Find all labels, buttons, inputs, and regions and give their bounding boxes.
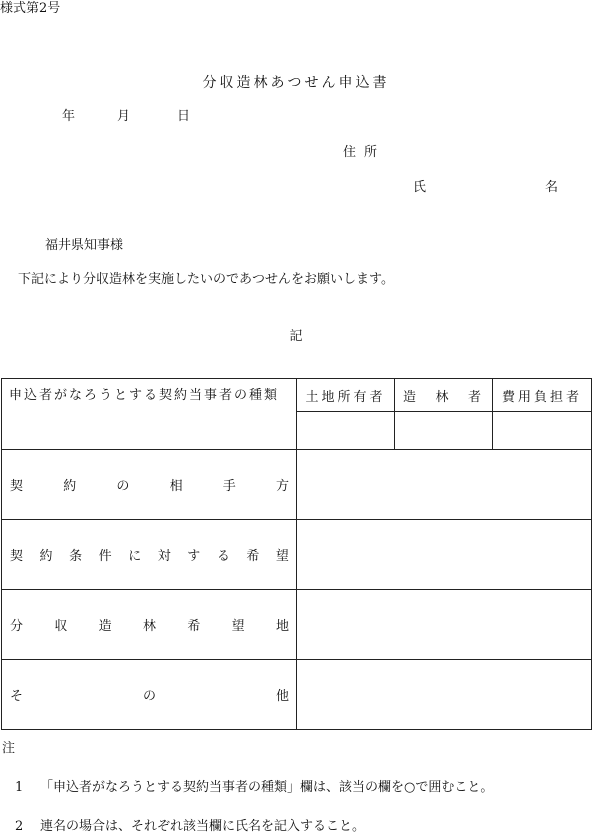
label-char: 望 [275, 549, 289, 564]
label-char: 他 [275, 689, 289, 704]
column-planter-label [395, 386, 492, 405]
note-item-1 [15, 781, 493, 794]
label-char: 望 [231, 619, 245, 634]
body-text: 下記により分収造林を実施したいのであつせんをお願いします。 [18, 272, 394, 287]
row-label-contract-partner [2, 450, 297, 520]
column-cost-bearer[interactable]: 費用負担者 [493, 379, 592, 412]
label-char: 方 [275, 479, 289, 494]
date-day-label: 日 [177, 109, 191, 124]
date-month-label: 月 [117, 109, 131, 124]
label-char: 対 [157, 549, 171, 564]
label-char: 約 [39, 549, 53, 564]
date-year-label: 年 [62, 109, 76, 124]
label-char: 希 [246, 549, 260, 564]
row-label-contract-conditions [2, 520, 297, 590]
contract-party-type-label: 申込者がなろうとする契約当事者の種類 [2, 379, 297, 450]
label-char: に [128, 549, 142, 564]
label-char: そ [10, 689, 24, 704]
row-label-desired-site-text [2, 615, 296, 634]
row-label-contract-conditions-text [2, 545, 296, 564]
planter-char-3: 者 [467, 389, 484, 405]
label-char: 約 [63, 479, 77, 494]
addressee: 福井県知事様 [45, 238, 124, 253]
label-char: 件 [98, 549, 112, 564]
row-label-other [2, 660, 297, 730]
label-char: 契 [10, 479, 24, 494]
column-planter[interactable] [395, 379, 493, 412]
landowner-cell[interactable] [297, 412, 395, 450]
label-char: 希 [187, 619, 201, 634]
label-char: の [116, 479, 130, 494]
label-char: の [142, 689, 156, 704]
name-label-second: 名 [545, 180, 559, 195]
label-char: 地 [275, 619, 289, 634]
label-char: 手 [222, 479, 236, 494]
application-table [1, 378, 592, 730]
ki-heading: 記 [289, 329, 303, 344]
label-char: る [216, 549, 230, 564]
note-number: 2 [15, 819, 24, 834]
document-title: 分収造林あつせん申込書 [202, 75, 390, 91]
contract-conditions-cell[interactable] [297, 520, 592, 590]
label-char: 分 [10, 619, 24, 634]
note-text: 連名の場合は、それぞれ該当欄に氏名を記入すること。 [40, 819, 366, 834]
form-number: 様式第2号 [0, 1, 61, 16]
address-label: 住所 [343, 145, 386, 160]
name-label-first: 氏 [413, 180, 427, 195]
label-char: 造 [98, 619, 112, 634]
planter-cell[interactable] [395, 412, 493, 450]
cost-bearer-cell[interactable] [493, 412, 592, 450]
row-label-contract-partner-text [2, 475, 296, 494]
label-char: す [187, 549, 201, 564]
planter-char-2: 林 [435, 389, 452, 405]
label-char: 条 [69, 549, 83, 564]
row-label-desired-site [2, 590, 297, 660]
note-number: 1 [15, 780, 24, 795]
notes-heading: 注 [2, 741, 16, 756]
desired-site-cell[interactable] [297, 590, 592, 660]
planter-char-1: 造 [403, 389, 420, 405]
other-cell[interactable] [297, 660, 592, 730]
note-item-2 [15, 820, 365, 833]
label-char: 林 [142, 619, 156, 634]
label-char: 収 [54, 619, 68, 634]
label-char: 相 [169, 479, 183, 494]
note-text: 「申込者がなろうとする契約当事者の種類」欄は、該当の欄を○で囲むこと。 [40, 780, 494, 795]
column-landowner[interactable]: 土地所有者 [297, 379, 395, 412]
row-label-other-text [2, 685, 296, 704]
contract-partner-cell[interactable] [297, 450, 592, 520]
label-char: 契 [10, 549, 24, 564]
